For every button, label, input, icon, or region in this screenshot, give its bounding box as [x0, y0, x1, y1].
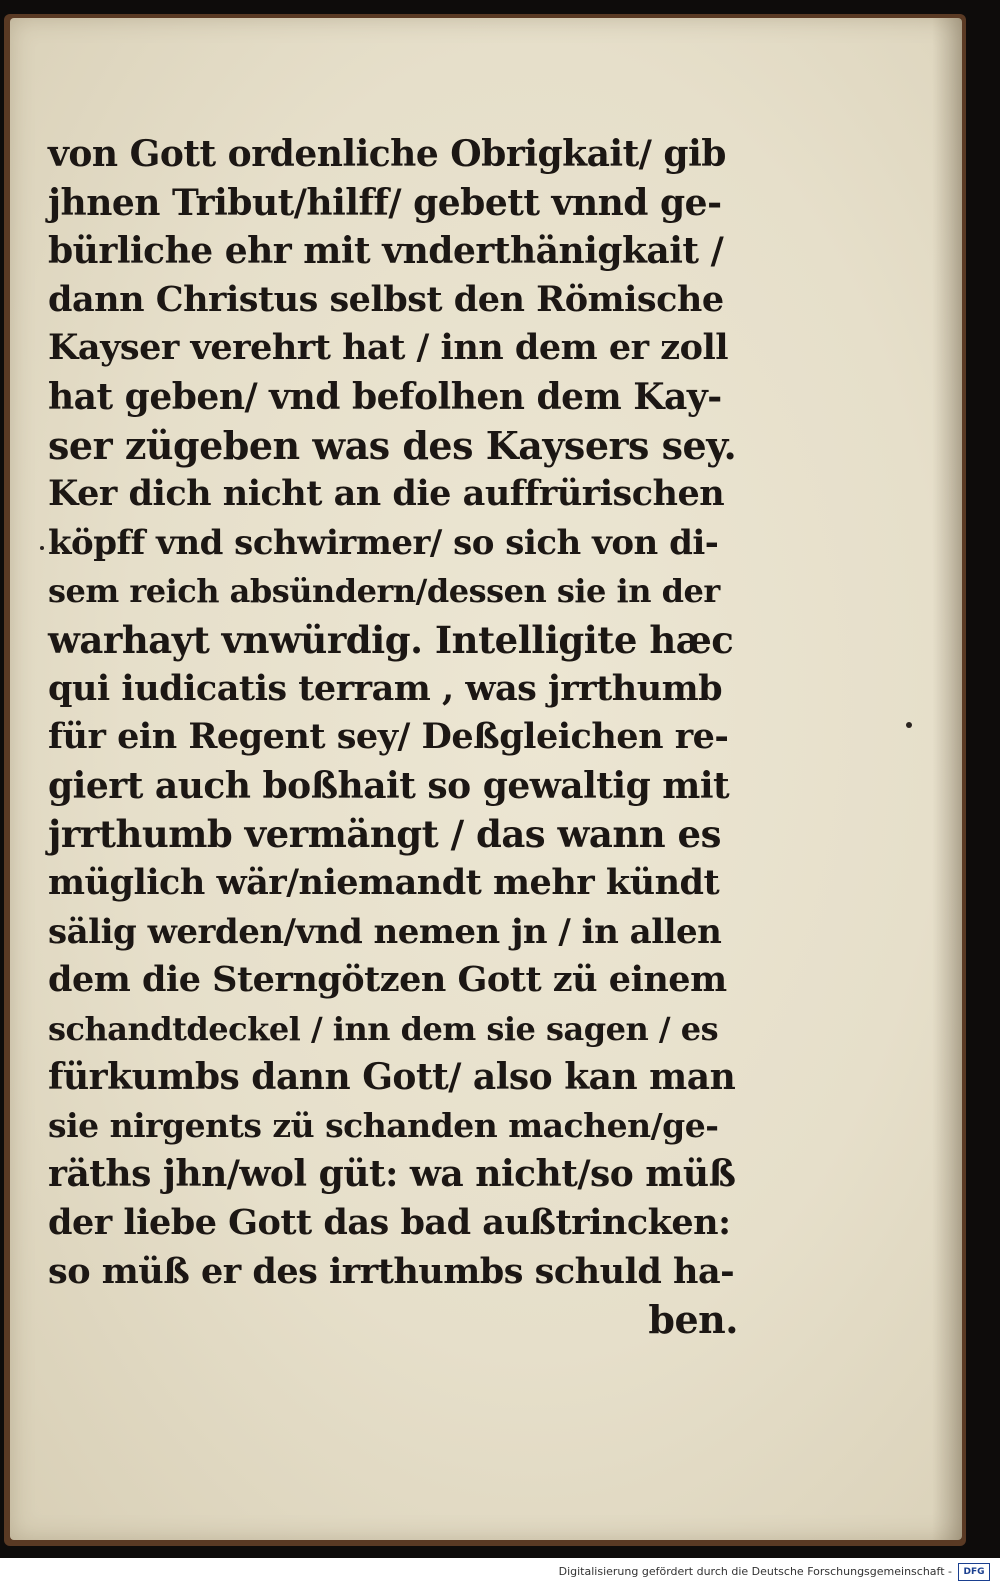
text-line: müglich wär/niemandt mehr kündt — [48, 861, 720, 903]
text-line: sie nirgents zü schanden machen/ge- — [48, 1105, 719, 1145]
ink-speck — [906, 722, 912, 728]
text-line: giert auch boßhait so gewaltig mit — [48, 764, 730, 807]
page-gutter-shadow — [932, 18, 962, 1540]
text-line: für ein Regent sey/ Deßgleichen re- — [48, 716, 729, 758]
text-line: schandtdeckel / inn dem sie sagen / es — [48, 1009, 719, 1048]
catchword-line: ben. — [648, 1297, 738, 1343]
text-line: von Gott ordenliche Obrigkait/ gib — [48, 133, 726, 175]
text-line: warhayt vnwürdig. Intelligite hæc — [48, 617, 734, 662]
text-line: so müß er des irrthumbs schuld ha- — [48, 1250, 735, 1292]
text-line: Ker dich nicht an die auffrürischen — [48, 473, 725, 515]
text-line: der liebe Gott das bad außtrincken: — [48, 1202, 731, 1244]
text-line: dann Christus selbst den Römische — [48, 278, 724, 320]
text-line: qui iudicatis terram , was jrrthumb — [48, 667, 723, 709]
book-page — [10, 18, 962, 1540]
text-line: jrrthumb vermängt / das wann es — [48, 812, 721, 857]
ink-speck — [40, 546, 44, 550]
dfg-logo: DFG — [958, 1563, 990, 1581]
digitization-credit: Digitalisierung gefördert durch die Deutsche Forschungsgemeinschaft - — [558, 1565, 952, 1578]
text-line: fürkumbs dann Gott/ also kan man — [48, 1056, 736, 1099]
text-line: sem reich absündern/dessen sie in der — [48, 572, 720, 611]
text-line: sälig werden/vnd nemen jn / in allen — [48, 911, 722, 952]
footer-bar — [0, 1558, 1000, 1586]
text-line: dem die Sterngötzen Gott zü einem — [48, 959, 727, 1001]
text-line: räths jhn/wol güt: wa nicht/so müß — [48, 1153, 736, 1196]
page-text-block — [48, 130, 738, 1345]
text-line: ser zügeben was des Kaysers sey. — [48, 422, 737, 468]
text-line: hat geben/ vnd befolhen dem Kay- — [48, 375, 722, 418]
text-line: bürliche ehr mit vnderthänigkait / — [48, 230, 724, 273]
text-line: köpff vnd schwirmer/ so sich von di- — [48, 522, 719, 563]
text-line: jhnen Tribut/hilff/ gebett vnnd ge- — [48, 181, 722, 224]
text-line: Kayser verehrt hat / inn dem er zoll — [48, 327, 729, 369]
